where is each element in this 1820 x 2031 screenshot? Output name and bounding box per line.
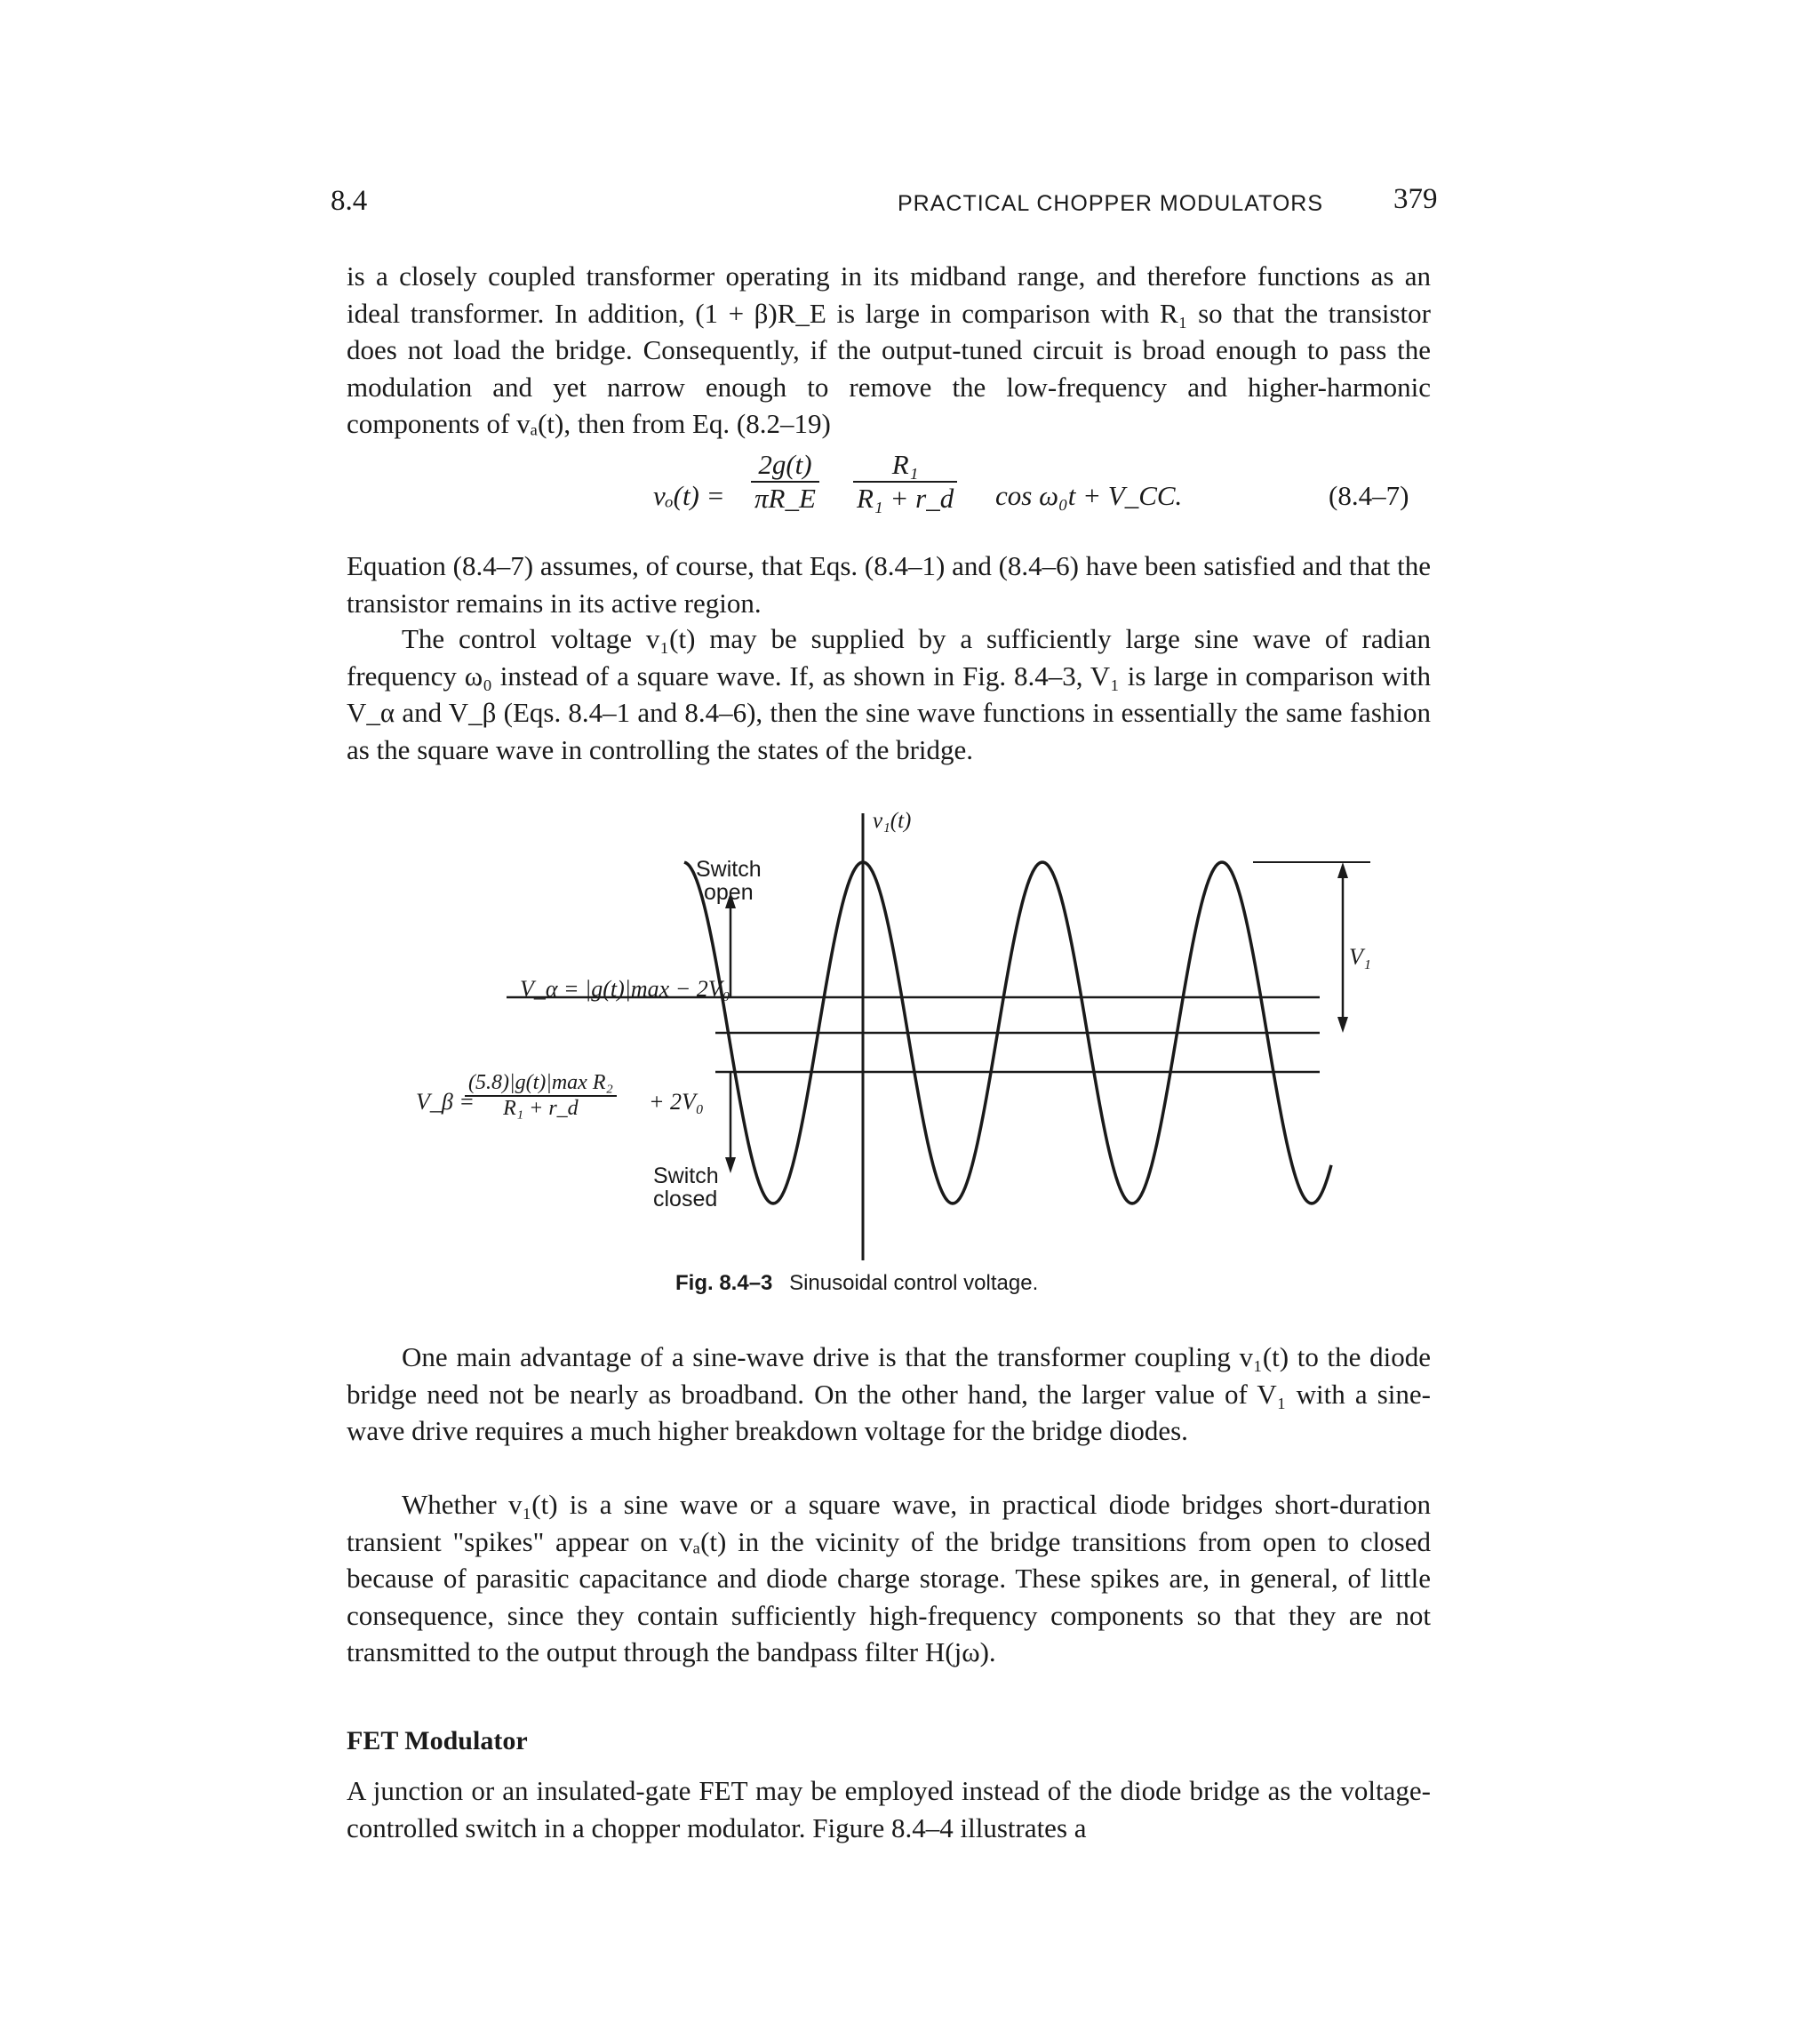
equation-fraction-1 (751, 449, 819, 515)
paragraph-1: is a closely coupled transformer operating in its midband range, and therefore functions as an ideal transformer. In addition, (1 + β)R_E is large in comparison with R₁ so that the transistor does not load the bridge. Consequently, if the output-tuned circuit is broad enough to pass the modulation and yet narrow enough to remove the low-frequency and higher-harmonic components of vₐ(t), then from Eq. (8.2–19) (347, 260, 1431, 439)
switch-closed-label (653, 1164, 719, 1211)
v1-arrow-top-icon (1337, 862, 1348, 878)
v-beta-fraction (465, 1071, 617, 1121)
equation-rhs: cos ω₀t + V_CC. (995, 480, 1183, 511)
v-beta-den: R₁ + r_d (503, 1097, 579, 1120)
figure-caption-text: Sinusoidal control voltage. (789, 1271, 1039, 1295)
switch-open-label-line2: open (704, 880, 754, 905)
equation-8-4-7 (653, 449, 1222, 547)
equation-frac2-den: R₁ + r_d (857, 483, 954, 514)
switch-closed-label-line2: closed (653, 1187, 718, 1211)
equation-frac2-num: R₁ (853, 449, 957, 483)
section-heading: FET Modulator (347, 1726, 528, 1755)
v-beta-num: (5.8)|g(t)|max R₂ (465, 1071, 617, 1097)
paragraph-3: The control voltage v₁(t) may be supplied by a sufficiently large sine wave of radian frequency ω₀ instead of a square wave. If, as shown in Fig. 8.4–3, V₁ is large in comparison with V_α and V_β (Eqs. 8.4–1 and 8.4–6), then the sine wave functions in essentially the same fashion as the square wave in controlling the states of the bridge. (347, 623, 1431, 765)
paragraph-5: Whether v₁(t) is a sine wave or a square wave, in practical diode bridges short-duration transient "spikes" appear on vₐ(t) in the vicinity of the bridge transitions from open to closed because of parasitic capacitance and diode charge storage. These spikes are, in general, of little consequence, since they contain sufficiently high-frequency components so that they are not transmitted to the output through the bandpass filter H(jω). (347, 1489, 1431, 1667)
switch-closed-label-line1: Switch (653, 1163, 719, 1188)
v-beta-rhs: + 2V₀ (649, 1089, 704, 1115)
v-alpha-label: V_α = |g(t)|max − 2V₀ (520, 976, 730, 1002)
v1-amplitude-label: V₁ (1349, 944, 1371, 970)
running-title: PRACTICAL CHOPPER MODULATORS (898, 191, 1324, 216)
section-number: 8.4 (331, 185, 368, 217)
equation-frac1-den: πR_E (754, 483, 816, 514)
v-beta-lhs: V_β = (416, 1089, 475, 1115)
equation-lhs: vₒ(t) = (653, 480, 725, 511)
equation-frac1-num: 2g(t) (751, 449, 819, 483)
paragraph-2: Equation (8.4–7) assumes, of course, that Eqs. (8.4–1) and (8.4–6) have been satisfied and that the transistor remains in its active region. (347, 550, 1431, 619)
figure-axis-label: v₁(t) (873, 809, 912, 833)
switch-open-label-line1: Switch (696, 857, 762, 882)
figure-caption-label: Fig. 8.4–3 (675, 1271, 773, 1295)
figure-caption (675, 1271, 1038, 1296)
switch-open-label (696, 858, 762, 904)
paragraph-6: A junction or an insulated-gate FET may be employed instead of the diode bridge as the voltage-controlled switch in a chopper modulator. Figure 8.4–4 illustrates a (347, 1775, 1431, 1843)
switch-closed-arrowhead-icon (725, 1157, 736, 1173)
equation-number: (8.4–7) (1329, 480, 1409, 511)
page-number: 379 (1393, 183, 1438, 215)
v1-arrow-bottom-icon (1337, 1017, 1348, 1033)
equation-fraction-2 (853, 449, 957, 515)
figure-sinusoidal-control-voltage (382, 800, 1449, 1298)
paragraph-4: One main advantage of a sine-wave drive is that the transformer coupling v₁(t) to the diode bridge need not be nearly as broadband. On the other hand, the larger value of V₁ with a sine-wave drive requires a much higher breakdown voltage for the bridge diodes. (347, 1341, 1431, 1446)
